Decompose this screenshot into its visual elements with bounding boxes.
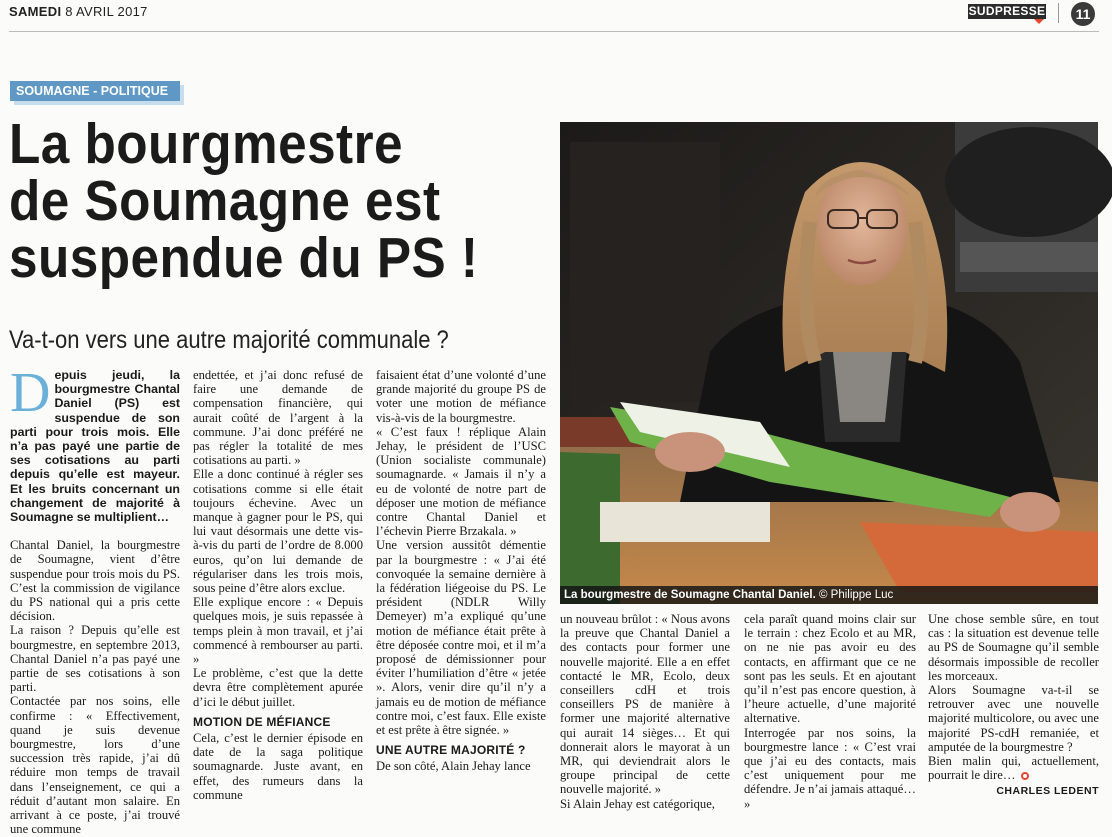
issue-date — [9, 4, 148, 19]
body-paragraph: Cela, c’est le dernier épisode en date de la saga politique soumagnarde. Juste avant, en effet, des rumeurs dans la commune — [193, 731, 363, 802]
intertitle: UNE AUTRE MAJORITÉ ? — [376, 743, 526, 758]
lead-paragraph — [10, 362, 180, 525]
body-paragraph: Le problème, c’est que la dette devra être complètement apurée d’ici le début juillet. — [193, 666, 363, 709]
intertitle: MOTION DE MÉFIANCE — [193, 714, 331, 729]
article-subtitle: Va-t-on vers une autre majorité communale ? — [9, 326, 449, 354]
end-mark-icon — [1021, 772, 1029, 780]
body-paragraph: cela paraît quand moins clair sur le terrain : chez Ecolo et au MR, on ne nie pas avoir eu des contacts, en affirmant que ce ne sont pas les seuls. Et en ajoutant qu’il n’est pas encore question, à l’heure actuelle, d’une majorité alternative. — [744, 612, 916, 726]
body-paragraph: endettée, et j’ai donc refusé de faire une demande de compensation financière, qui aurait coûté de l’argent à la commune. J’ai donc préféré ne pas régler la totalité de mes cotisations au parti. » — [193, 368, 363, 468]
article-photo — [560, 122, 1098, 604]
closing-text: Bien malin qui, actuellement, pourrait le dire… — [928, 754, 1099, 783]
lead-text: epuis jeudi, la bourgmestre Chantal Daniel (PS) est suspendue de son parti pour trois mois. Elle n’a pas payé une partie de ses cotisations au parti depuis qu’elle est mayeur. Et les bruits concernant un changement de majorité à Soumagne se multiplient… — [10, 368, 180, 525]
body-paragraph: De son côté, Alain Jehay lance — [376, 759, 531, 774]
body-paragraph — [928, 754, 1099, 782]
photo-credit: © Philippe Luc — [818, 589, 894, 601]
body-paragraph: Contactée par nos soins, elle confirme : « Effectivement, quand je suis devenue bourgmestre, lors d’une succession très rapide, j’ai dû réduire mon temps de travail dans l’enseignement, ce qui a réduit d’autant mon salaire. En arrivant à ce poste, j’ai trouvé une commune — [10, 694, 180, 837]
column-3 — [376, 368, 546, 774]
issue-date-text: 8 AVRIL 2017 — [65, 4, 148, 19]
body-paragraph: faisaient état d’une volonté d’une grande majorité du groupe PS de voter une motion de méfiance vis-à-vis de la bourgmestre. — [376, 368, 546, 425]
header-divider — [1058, 3, 1059, 23]
body-paragraph: un nouveau brûlot : « Nous avons la preuve que Chantal Daniel a des contacts pour former une nouvelle majorité. Elle a en effet contacté le MR, Ecolo, deux conseillers cdH et trois conseillers PS de manière à former une majorité alternative qui aurait 14 sièges… Et qui donnerait alors le mayorat à un MR, qui deviendrait alors le groupe principal de cette nouvelle majorité. » — [560, 612, 730, 797]
byline: CHARLES LEDENT — [996, 785, 1099, 798]
body-paragraph: Une version aussitôt démentie par la bourgmestre : « J’ai été convoquée la semaine dernière à la fédération liégeoise du PS. Le président (NDLR Willy Demeyer) m’a expliqué qu’une motion de méfiance était prête à être déposée contre moi, et il m’a proposé de démissionner pour éviter l’humiliation d’être « jetée ». Alors, venir dire qu’il n’y a jamais eu de motion de méfiance contre moi, c’est faux. Elle existe et est prête à être signée. » — [376, 538, 546, 738]
column-2 — [193, 368, 363, 802]
header-rule — [9, 31, 1099, 32]
body-paragraph: « C’est faux ! réplique Alain Jehay, le président de l’USC (Union socialiste communale) soumagnarde. « Jamais il n’y a eu de volonté de notre part de déposer une motion de méfiance contre Chantal Daniel et l’échevin Pierre Brzakala. » — [376, 424, 546, 539]
issue-day: SAMEDI — [9, 4, 62, 19]
body-paragraph: Interrogée par nos soins, la bourgmestre lance : « C’est vrai que j’ai eu des contacts, mais c’est uniquement pour me défendre. Je n’ai jamais attaqué… » — [744, 725, 916, 811]
page-number: 11 — [1071, 2, 1095, 26]
title-line: de Soumagne est — [9, 169, 441, 233]
caption-text: La bourgmestre de Soumagne Chantal Daniel. — [564, 589, 816, 601]
dropcap: D — [10, 362, 51, 424]
column-5 — [744, 612, 916, 811]
body-paragraph: La raison ? Depuis qu’elle est bourgmestre, en septembre 2013, Chantal Daniel n’a pas payé une partie de ses cotisations à son parti. — [10, 623, 180, 695]
body-paragraph: Si Alain Jehay est catégorique, — [560, 796, 715, 811]
title-line: suspendue du PS ! — [9, 226, 479, 290]
column-6 — [928, 612, 1099, 799]
brand-logo: SUDPRESSE — [968, 4, 1046, 18]
body-paragraph: Elle explique encore : « Depuis quelques mois, je suis repassée à temps plein à mon travail, et j’ai commencé à rembourser au parti. » — [193, 595, 363, 667]
body-paragraph: Alors Soumagne va-t-il se retrouver avec une nouvelle majorité multicolore, ou avec une majorité PS-cdH remaniée, et amputée de la bourgmestre ? — [928, 683, 1099, 754]
column-4 — [560, 612, 730, 811]
section-rubric: SOUMAGNE - POLITIQUE — [10, 81, 180, 101]
body-paragraph: Une chose semble sûre, en tout cas : la situation est devenue telle au PS de Soumagne qu’il semble désormais impossible de recoller les morceaux. — [928, 612, 1099, 683]
photo-caption — [560, 586, 1098, 604]
article-title — [9, 112, 495, 290]
body-paragraph: Chantal Daniel, la bourgmestre de Soumagne, vient d’être suspendue pour trois mois du PS. C’est la commission de vigilance du PS national qui a pris cette décision. — [10, 538, 180, 624]
title-line: La bourgmestre — [9, 112, 403, 176]
body-paragraph: Elle a donc continué à régler ses cotisations comme si elle était toujours échevine. Avec un manque à gagner pour le PS, qui lui vaut désormais une dette vis-à-vis du parti de l’ordre de 8.000 euros, qu’on lui demande de régulariser dans les trois mois, sous peine d’être alors exclue. — [193, 467, 363, 596]
portrait-illustration — [560, 122, 1098, 604]
column-1 — [10, 362, 180, 837]
